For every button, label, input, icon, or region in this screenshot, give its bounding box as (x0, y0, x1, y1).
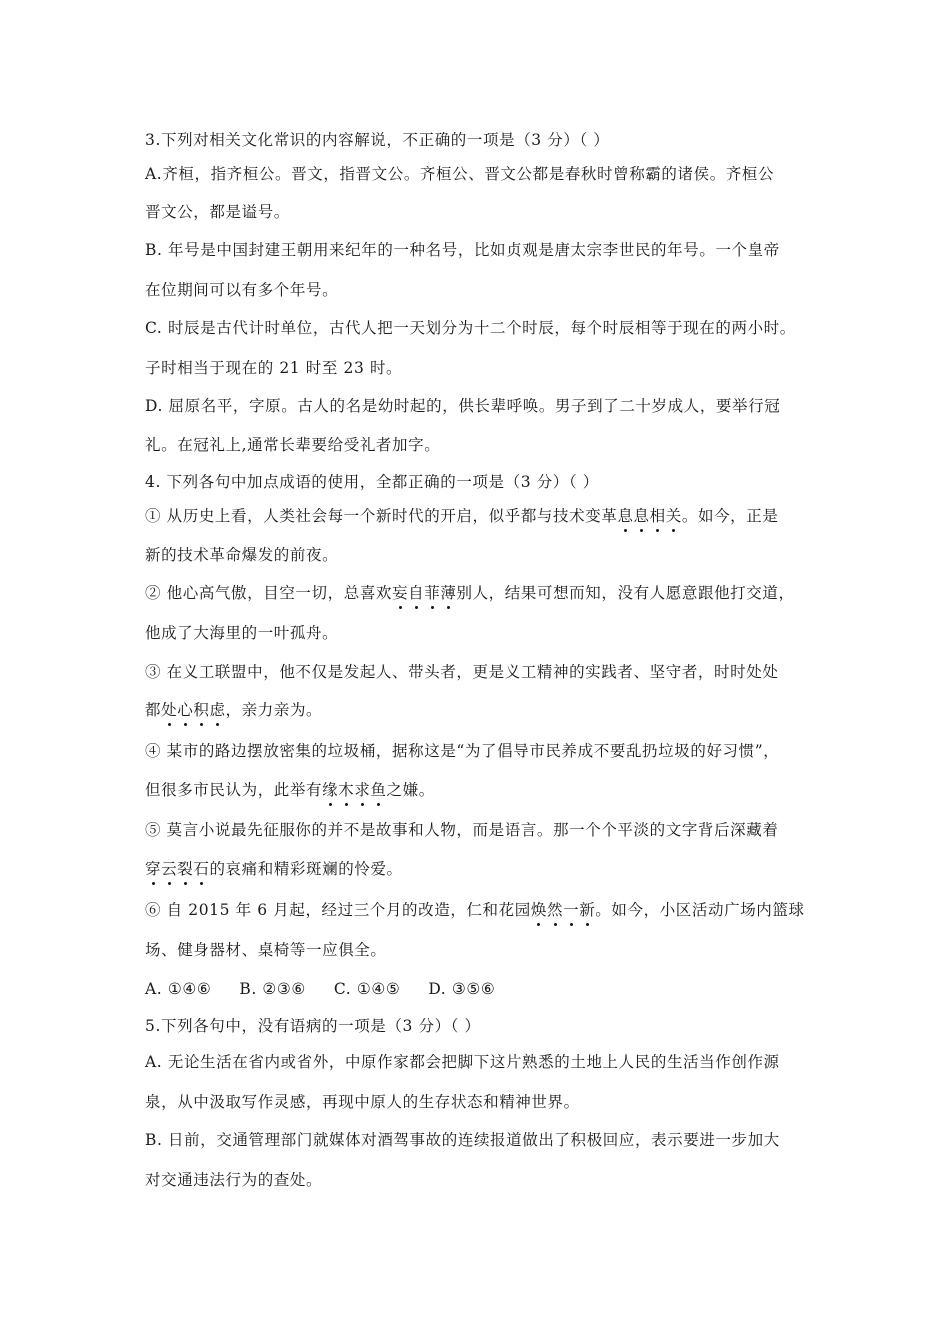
q5-option-a-line2: 泉，从中汲取写作灵感，再现中原人的生存状态和精神世界。 (145, 1093, 580, 1111)
idiom-char: 妄 (392, 584, 409, 602)
idiom-char: 相 (649, 507, 666, 525)
q4-options (145, 979, 523, 999)
idiom-char: 石 (193, 860, 210, 878)
q3-option-c-line2: 子时相当于现在的 21 时至 23 时。 (145, 359, 403, 377)
idiom-char: 虑 (209, 701, 226, 719)
idiom-char: 穿 (145, 860, 162, 878)
idiom-char: 一 (563, 901, 580, 919)
idiom-char: 云 (161, 860, 178, 878)
q4-sentence-6-line1 (145, 900, 805, 920)
sentence-text: 别人，结果可想而知，没有人愿意跟他打交道， (456, 584, 795, 602)
q4-sentence-3-line2 (145, 700, 322, 720)
q3-option-b-line2: 在位期间可以有多个年号。 (145, 281, 339, 299)
idiom-char: 缘 (322, 781, 339, 799)
sentence-text: 的哀痛和精彩斑斓的怜爱。 (209, 860, 403, 878)
idiom-char: 求 (354, 781, 371, 799)
q4-stem: 4. 下列各句中加点成语的使用，全都正确的一项是（3 分）（ ） (145, 473, 599, 491)
sentence-text: 都 (145, 701, 162, 719)
dotted-idiom (531, 901, 595, 919)
q3-option-d-line2: 礼。在冠礼上,通常长辈要给受礼者加字。 (145, 436, 441, 454)
q4-sentence-1-line2: 新的技术革命爆发的前夜。 (145, 546, 339, 564)
q4-sentence-2-line1 (145, 583, 795, 603)
idiom-char: 焕 (530, 901, 547, 919)
idiom-char: 鱼 (370, 781, 387, 799)
q3-option-a-line2: 晋文公，都是谥号。 (145, 203, 290, 221)
q4-sentence-5-line2 (145, 859, 403, 879)
q5-stem: 5.下列各句中，没有语病的一项是（3 分）（ ） (145, 1017, 481, 1035)
q4-option-a: A. ①④⑥ (145, 980, 212, 998)
idiom-char: 积 (193, 701, 210, 719)
q4-sentence-3-line1: ③ 在义工联盟中，他不仅是发起人、带头者，更是义工精神的实践者、坚守者，时时处处 (145, 663, 779, 681)
q4-sentence-2-line2: 他成了大海里的一叶孤舟。 (145, 624, 339, 642)
q5-option-b-line2: 对交通违法行为的查处。 (145, 1171, 323, 1189)
q5-option-a-line1: A. 无论生活在省内或省外，中原作家都会把脚下这片熟悉的土地上人民的生活当作创作源 (145, 1053, 780, 1071)
q3-option-d-line1: D. 屈原名平，字原。古人的名是幼时起的，供长辈呼唤。男子到了二十岁成人，要举行冠 (145, 397, 781, 415)
sentence-text: ① 从历史上看，人类社会每一个新时代的开启，似乎都与技术变革 (145, 507, 618, 525)
dotted-idiom (161, 701, 225, 719)
idiom-char: 薄 (440, 584, 457, 602)
idiom-char: 关 (665, 507, 682, 525)
q4-sentence-1-line1 (145, 506, 778, 526)
idiom-char: 木 (338, 781, 355, 799)
idiom-char: 菲 (424, 584, 441, 602)
idiom-char: 新 (579, 901, 596, 919)
q4-sentence-4-line1: ④ 某市的路边摆放密集的垃圾桶，据称这是“为了倡导市民养成不要乱扔垃圾的好习惯”， (145, 742, 780, 760)
q3-option-a-line1: A.齐桓，指齐桓公。晋文，指晋文公。齐桓公、晋文公都是春秋时曾称霸的诸侯。齐桓公 (145, 165, 775, 183)
q3-option-c-line1: C. 时辰是古代计时单位，古代人把一天划分为十二个时辰，每个时辰相等于现在的两小时。 (145, 319, 796, 337)
q4-sentence-5-line1: ⑤ 莫言小说最先征服你的并不是故事和人物，而是语言。那一个个平淡的文字背后深藏着 (145, 821, 779, 839)
q4-option-c: C. ①④⑤ (333, 980, 401, 998)
q4-sentence-4-line2 (145, 780, 435, 800)
sentence-text: ，亲力亲为。 (225, 701, 323, 719)
sentence-text: 之嫌。 (386, 781, 435, 799)
idiom-char: 心 (177, 701, 194, 719)
idiom-char: 息 (633, 507, 650, 525)
sentence-text: 。如今，正是 (681, 507, 779, 525)
sentence-text: 但很多市民认为，此举有 (145, 781, 323, 799)
idiom-char: 裂 (177, 860, 194, 878)
idiom-char: 然 (546, 901, 564, 919)
sentence-text: ⑥ 自 2015 年 6 月起，经过三个月的改造，仁和花园 (145, 901, 531, 919)
dotted-idiom (145, 860, 209, 878)
q3-stem: 3.下列对相关文化常识的内容解说，不正确的一项是（3 分）（ ） (145, 131, 610, 149)
q3-option-b-line1: B. 年号是中国封建王朝用来纪年的一种名号，比如贞观是唐太宗李世民的年号。一个皇帝 (145, 241, 780, 259)
q4-sentence-6-line2: 场、健身器材、桌椅等一应俱全。 (145, 941, 387, 959)
dotted-idiom (322, 781, 386, 799)
idiom-char: 处 (161, 701, 178, 719)
q5-option-b-line1: B. 日前，交通管理部门就媒体对酒驾事故的连续报道做出了积极回应，表示要进一步加大 (145, 1131, 780, 1149)
q4-option-b: B. ②③⑥ (239, 980, 306, 998)
idiom-char: 自 (408, 584, 425, 602)
dotted-idiom (392, 584, 456, 602)
dotted-idiom (617, 507, 681, 525)
sentence-text: ② 他心高气傲，目空一切，总喜欢 (145, 584, 393, 602)
sentence-text: 。如今，小区活动广场内篮球 (595, 901, 805, 919)
idiom-char: 息 (617, 507, 634, 525)
q4-option-d: D. ③⑤⑥ (428, 980, 496, 998)
